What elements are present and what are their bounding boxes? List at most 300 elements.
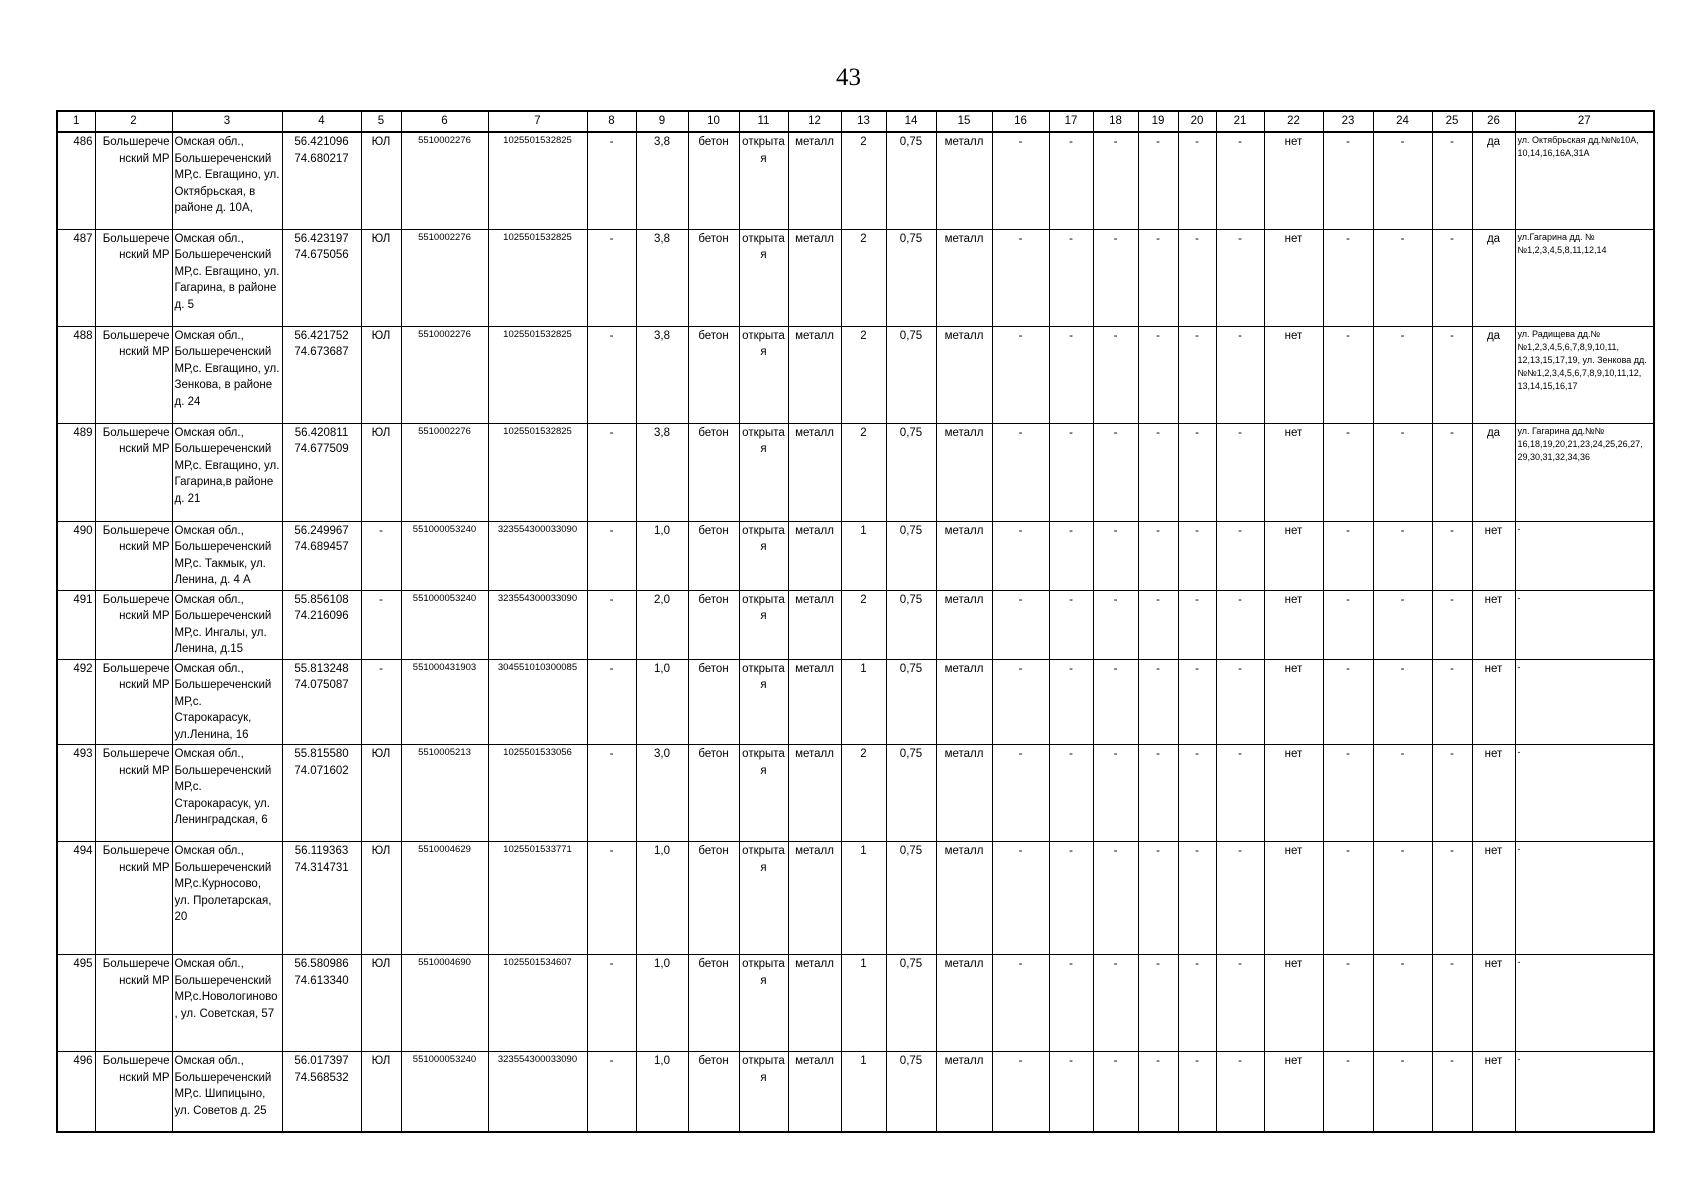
cell-type: открытая [739, 659, 788, 745]
cell-ogrn: 1025501532825 [488, 423, 587, 521]
cell-type: открытая [739, 132, 788, 229]
cell-fence: металл [788, 659, 841, 745]
cell-container-volume: 0,75 [886, 590, 936, 659]
cell-col-25: - [1432, 326, 1472, 423]
cell-owner-type: ЮЛ [361, 1052, 401, 1132]
cell-container-volume: 0,75 [886, 326, 936, 423]
cell-owner-type: ЮЛ [361, 842, 401, 955]
cell-col-16: - [992, 229, 1049, 326]
cell-surface: бетон [688, 659, 739, 745]
cell-col-23: - [1323, 590, 1373, 659]
cell-col-16: - [992, 745, 1049, 842]
cell-district: Большереченский МР [95, 659, 172, 745]
cell-col-18: - [1093, 423, 1138, 521]
cell-surface: бетон [688, 521, 739, 590]
column-header-12: 12 [788, 111, 841, 132]
cell-col-23: - [1323, 132, 1373, 229]
cell-col-26: нет [1472, 659, 1515, 745]
cell-col-17: - [1049, 955, 1093, 1052]
cell-col-19: - [1138, 132, 1178, 229]
cell-ogrn: 323554300033090 [488, 590, 587, 659]
cell-container-count: 1 [841, 955, 886, 1052]
cell-col-19: - [1138, 955, 1178, 1052]
cell-address: Омская обл., Большереченский МР,с. Евгащино, ул. Гагарина, в районе д. 5 [172, 229, 282, 326]
column-header-26: 26 [1472, 111, 1515, 132]
cell-district: Большереченский МР [95, 229, 172, 326]
cell-col-17: - [1049, 423, 1093, 521]
cell-col-18: - [1093, 745, 1138, 842]
cell-ogrn: 1025501532825 [488, 326, 587, 423]
cell-col-17: - [1049, 590, 1093, 659]
column-header-17: 17 [1049, 111, 1093, 132]
cell-container-count: 1 [841, 521, 886, 590]
cell-col-20: - [1178, 590, 1216, 659]
cell-col-26: да [1472, 326, 1515, 423]
cell-col-16: - [992, 659, 1049, 745]
cell-col-20: - [1178, 1052, 1216, 1132]
cell-row-number: 495 [57, 955, 95, 1052]
cell-col-24: - [1373, 132, 1432, 229]
cell-col-26: да [1472, 229, 1515, 326]
cell-district: Большереченский МР [95, 1052, 172, 1132]
cell-col-25: - [1432, 842, 1472, 955]
cell-col-26: да [1472, 132, 1515, 229]
cell-col-24: - [1373, 842, 1432, 955]
cell-col-8: - [587, 326, 636, 423]
cell-address: Омская обл., Большереченский МР,с. Шипицыно, ул. Советов д. 25 [172, 1052, 282, 1132]
cell-coordinates: 55.813248 74.075087 [282, 659, 361, 745]
cell-container-volume: 0,75 [886, 955, 936, 1052]
cell-served-addresses: - [1515, 955, 1654, 1052]
cell-col-26: нет [1472, 590, 1515, 659]
cell-col-8: - [587, 229, 636, 326]
cell-address: Омская обл., Большереченский МР,с. Такмык, ул. Ленина, д. 4 А [172, 521, 282, 590]
cell-inn: 551000431903 [401, 659, 488, 745]
cell-inn: 551000053240 [401, 521, 488, 590]
cell-volume: 1,0 [636, 1052, 688, 1132]
cell-col-19: - [1138, 590, 1178, 659]
cell-district: Большереченский МР [95, 955, 172, 1052]
cell-col-19: - [1138, 423, 1178, 521]
column-header-6: 6 [401, 111, 488, 132]
table-row [57, 1052, 1654, 1132]
cell-container-material: металл [936, 955, 992, 1052]
cell-fence: металл [788, 745, 841, 842]
cell-col-17: - [1049, 132, 1093, 229]
cell-served-addresses: ул. Гагарина дд.№№ 16,18,19,20,21,23,24,25,26,27, 29,30,31,32,34,36 [1515, 423, 1654, 521]
cell-district: Большереченский МР [95, 132, 172, 229]
cell-col-18: - [1093, 659, 1138, 745]
cell-container-count: 2 [841, 745, 886, 842]
cell-volume: 1,0 [636, 659, 688, 745]
cell-type: открытая [739, 423, 788, 521]
cell-row-number: 494 [57, 842, 95, 955]
cell-container-count: 1 [841, 659, 886, 745]
cell-volume: 3,8 [636, 132, 688, 229]
cell-col-23: - [1323, 423, 1373, 521]
cell-col-24: - [1373, 1052, 1432, 1132]
cell-col-22: нет [1264, 659, 1323, 745]
cell-container-volume: 0,75 [886, 132, 936, 229]
cell-col-8: - [587, 659, 636, 745]
cell-volume: 1,0 [636, 955, 688, 1052]
cell-col-21: - [1216, 745, 1264, 842]
column-header-16: 16 [992, 111, 1049, 132]
cell-served-addresses: - [1515, 590, 1654, 659]
cell-col-8: - [587, 590, 636, 659]
cell-fence: металл [788, 842, 841, 955]
cell-col-20: - [1178, 521, 1216, 590]
cell-fence: металл [788, 423, 841, 521]
cell-container-material: металл [936, 659, 992, 745]
cell-col-26: нет [1472, 955, 1515, 1052]
cell-col-8: - [587, 745, 636, 842]
cell-fence: металл [788, 1052, 841, 1132]
cell-col-24: - [1373, 745, 1432, 842]
cell-col-19: - [1138, 521, 1178, 590]
cell-row-number: 490 [57, 521, 95, 590]
cell-col-22: нет [1264, 423, 1323, 521]
cell-col-25: - [1432, 590, 1472, 659]
cell-type: открытая [739, 745, 788, 842]
cell-col-21: - [1216, 229, 1264, 326]
cell-row-number: 492 [57, 659, 95, 745]
cell-col-16: - [992, 521, 1049, 590]
cell-district: Большереченский МР [95, 590, 172, 659]
cell-volume: 3,0 [636, 745, 688, 842]
cell-col-23: - [1323, 521, 1373, 590]
cell-col-17: - [1049, 745, 1093, 842]
cell-district: Большереченский МР [95, 521, 172, 590]
cell-coordinates: 56.421096 74.680217 [282, 132, 361, 229]
cell-col-23: - [1323, 229, 1373, 326]
cell-col-23: - [1323, 955, 1373, 1052]
cell-col-22: нет [1264, 590, 1323, 659]
table-row [57, 229, 1654, 326]
cell-col-19: - [1138, 1052, 1178, 1132]
column-header-5: 5 [361, 111, 401, 132]
cell-served-addresses: ул.Гагарина дд. №№1,2,3,4,5,8,11,12,14 [1515, 229, 1654, 326]
table-row [57, 590, 1654, 659]
cell-col-8: - [587, 132, 636, 229]
cell-col-21: - [1216, 132, 1264, 229]
cell-col-23: - [1323, 326, 1373, 423]
cell-col-20: - [1178, 659, 1216, 745]
cell-type: открытая [739, 842, 788, 955]
cell-inn: 5510004690 [401, 955, 488, 1052]
cell-owner-type: ЮЛ [361, 955, 401, 1052]
column-header-22: 22 [1264, 111, 1323, 132]
cell-col-18: - [1093, 132, 1138, 229]
cell-col-20: - [1178, 326, 1216, 423]
column-header-14: 14 [886, 111, 936, 132]
cell-owner-type: ЮЛ [361, 423, 401, 521]
cell-coordinates: 56.420811 74.677509 [282, 423, 361, 521]
cell-inn: 5510002276 [401, 229, 488, 326]
cell-container-material: металл [936, 229, 992, 326]
cell-inn: 5510002276 [401, 423, 488, 521]
cell-address: Омская обл., Большереченский МР,с. Ингалы, ул. Ленина, д.15 [172, 590, 282, 659]
cell-volume: 3,8 [636, 229, 688, 326]
column-header-21: 21 [1216, 111, 1264, 132]
cell-container-count: 2 [841, 326, 886, 423]
cell-col-22: нет [1264, 745, 1323, 842]
column-header-15: 15 [936, 111, 992, 132]
cell-inn: 5510002276 [401, 132, 488, 229]
cell-col-26: нет [1472, 521, 1515, 590]
column-header-23: 23 [1323, 111, 1373, 132]
cell-col-16: - [992, 955, 1049, 1052]
column-header-4: 4 [282, 111, 361, 132]
cell-served-addresses: - [1515, 659, 1654, 745]
cell-served-addresses: - [1515, 1052, 1654, 1132]
cell-col-25: - [1432, 132, 1472, 229]
cell-col-18: - [1093, 955, 1138, 1052]
cell-container-volume: 0,75 [886, 659, 936, 745]
table-row [57, 521, 1654, 590]
cell-col-20: - [1178, 132, 1216, 229]
cell-ogrn: 1025501533771 [488, 842, 587, 955]
cell-container-volume: 0,75 [886, 229, 936, 326]
cell-col-19: - [1138, 229, 1178, 326]
column-header-19: 19 [1138, 111, 1178, 132]
cell-col-16: - [992, 1052, 1049, 1132]
cell-container-volume: 0,75 [886, 521, 936, 590]
cell-container-material: металл [936, 326, 992, 423]
cell-col-8: - [587, 423, 636, 521]
cell-address: Омская обл., Большереченский МР,с. Старокарасук, ул.Ленина, 16 [172, 659, 282, 745]
column-header-3: 3 [172, 111, 282, 132]
cell-col-19: - [1138, 842, 1178, 955]
cell-container-volume: 0,75 [886, 745, 936, 842]
cell-ogrn: 1025501532825 [488, 132, 587, 229]
cell-col-19: - [1138, 326, 1178, 423]
cell-col-22: нет [1264, 842, 1323, 955]
cell-col-24: - [1373, 955, 1432, 1052]
cell-col-25: - [1432, 745, 1472, 842]
cell-coordinates: 56.017397 74.568532 [282, 1052, 361, 1132]
cell-volume: 2,0 [636, 590, 688, 659]
cell-surface: бетон [688, 590, 739, 659]
cell-container-material: металл [936, 745, 992, 842]
cell-coordinates: 55.815580 74.071602 [282, 745, 361, 842]
cell-col-21: - [1216, 423, 1264, 521]
cell-col-26: да [1472, 423, 1515, 521]
cell-container-count: 1 [841, 842, 886, 955]
cell-type: открытая [739, 955, 788, 1052]
cell-container-material: металл [936, 1052, 992, 1132]
column-header-7: 7 [488, 111, 587, 132]
cell-address: Омская обл., Большереченский МР,с. Евгащино, ул. Зенкова, в районе д. 24 [172, 326, 282, 423]
cell-col-16: - [992, 842, 1049, 955]
cell-volume: 1,0 [636, 842, 688, 955]
column-header-24: 24 [1373, 111, 1432, 132]
cell-col-16: - [992, 326, 1049, 423]
cell-surface: бетон [688, 842, 739, 955]
cell-address: Омская обл., Большереченский МР,с. Старокарасук, ул. Ленинградская, 6 [172, 745, 282, 842]
cell-container-volume: 0,75 [886, 842, 936, 955]
cell-surface: бетон [688, 423, 739, 521]
cell-col-8: - [587, 1052, 636, 1132]
cell-fence: металл [788, 326, 841, 423]
cell-col-16: - [992, 423, 1049, 521]
cell-fence: металл [788, 229, 841, 326]
cell-col-16: - [992, 132, 1049, 229]
cell-inn: 5510004629 [401, 842, 488, 955]
column-header-25: 25 [1432, 111, 1472, 132]
cell-served-addresses: ул. Радищева дд.№№1,2,3,4,5,6,7,8,9,10,11, 12,13,15,17,19, ул. Зенкова дд. №№1,2,3,4,5,6,7,8,9,10,11,12, 13,14,15,16,17 [1515, 326, 1654, 423]
cell-owner-type: ЮЛ [361, 229, 401, 326]
cell-col-18: - [1093, 521, 1138, 590]
cell-served-addresses: ул. Октябрьская дд.№№10А, 10,14,16,16А,31А [1515, 132, 1654, 229]
cell-col-24: - [1373, 521, 1432, 590]
cell-col-22: нет [1264, 521, 1323, 590]
cell-ogrn: 1025501533056 [488, 745, 587, 842]
table-row [57, 955, 1654, 1052]
cell-col-24: - [1373, 659, 1432, 745]
cell-col-21: - [1216, 521, 1264, 590]
cell-row-number: 488 [57, 326, 95, 423]
cell-col-24: - [1373, 590, 1432, 659]
cell-owner-type: ЮЛ [361, 326, 401, 423]
cell-col-23: - [1323, 1052, 1373, 1132]
cell-ogrn: 323554300033090 [488, 521, 587, 590]
cell-col-25: - [1432, 229, 1472, 326]
cell-col-26: нет [1472, 745, 1515, 842]
cell-col-25: - [1432, 423, 1472, 521]
cell-col-18: - [1093, 326, 1138, 423]
cell-col-21: - [1216, 659, 1264, 745]
cell-volume: 3,8 [636, 423, 688, 521]
cell-address: Омская обл., Большереченский МР,с. Евгащино, ул. Гагарина,в районе д. 21 [172, 423, 282, 521]
cell-container-material: металл [936, 132, 992, 229]
cell-district: Большереченский МР [95, 423, 172, 521]
cell-col-20: - [1178, 955, 1216, 1052]
cell-col-21: - [1216, 842, 1264, 955]
cell-fence: металл [788, 521, 841, 590]
cell-container-volume: 0,75 [886, 1052, 936, 1132]
cell-row-number: 491 [57, 590, 95, 659]
cell-fence: металл [788, 132, 841, 229]
cell-surface: бетон [688, 1052, 739, 1132]
cell-surface: бетон [688, 955, 739, 1052]
cell-col-8: - [587, 521, 636, 590]
cell-district: Большереченский МР [95, 842, 172, 955]
cell-col-23: - [1323, 842, 1373, 955]
cell-type: открытая [739, 521, 788, 590]
cell-col-17: - [1049, 842, 1093, 955]
cell-col-8: - [587, 842, 636, 955]
cell-col-25: - [1432, 955, 1472, 1052]
column-header-9: 9 [636, 111, 688, 132]
cell-col-22: нет [1264, 326, 1323, 423]
cell-volume: 3,8 [636, 326, 688, 423]
cell-col-18: - [1093, 590, 1138, 659]
cell-address: Омская обл., Большереченский МР,с.Курносово, ул. Пролетарская, 20 [172, 842, 282, 955]
cell-col-25: - [1432, 521, 1472, 590]
cell-col-19: - [1138, 659, 1178, 745]
cell-row-number: 493 [57, 745, 95, 842]
cell-container-count: 2 [841, 423, 886, 521]
cell-col-16: - [992, 590, 1049, 659]
cell-container-count: 2 [841, 590, 886, 659]
cell-owner-type: - [361, 590, 401, 659]
cell-ogrn: 323554300033090 [488, 1052, 587, 1132]
column-header-11: 11 [739, 111, 788, 132]
cell-coordinates: 56.421752 74.673687 [282, 326, 361, 423]
cell-fence: металл [788, 955, 841, 1052]
cell-coordinates: 56.423197 74.675056 [282, 229, 361, 326]
cell-ogrn: 1025501532825 [488, 229, 587, 326]
cell-col-8: - [587, 955, 636, 1052]
cell-col-17: - [1049, 229, 1093, 326]
column-header-1: 1 [57, 111, 95, 132]
page-number: 43 [836, 64, 861, 91]
cell-type: открытая [739, 326, 788, 423]
cell-inn: 5510005213 [401, 745, 488, 842]
cell-container-material: металл [936, 423, 992, 521]
cell-col-22: нет [1264, 132, 1323, 229]
cell-col-21: - [1216, 1052, 1264, 1132]
cell-col-24: - [1373, 326, 1432, 423]
cell-coordinates: 55.856108 74.216096 [282, 590, 361, 659]
cell-container-material: металл [936, 590, 992, 659]
cell-col-25: - [1432, 659, 1472, 745]
cell-owner-type: ЮЛ [361, 745, 401, 842]
table-row [57, 659, 1654, 745]
cell-coordinates: 56.249967 74.689457 [282, 521, 361, 590]
cell-col-20: - [1178, 423, 1216, 521]
cell-col-18: - [1093, 229, 1138, 326]
cell-surface: бетон [688, 229, 739, 326]
cell-container-material: металл [936, 521, 992, 590]
cell-coordinates: 56.119363 74.314731 [282, 842, 361, 955]
cell-row-number: 487 [57, 229, 95, 326]
cell-container-count: 2 [841, 132, 886, 229]
cell-inn: 5510002276 [401, 326, 488, 423]
table-row [57, 132, 1654, 229]
table-row [57, 745, 1654, 842]
cell-volume: 1,0 [636, 521, 688, 590]
cell-district: Большереченский МР [95, 326, 172, 423]
cell-surface: бетон [688, 132, 739, 229]
cell-served-addresses: - [1515, 521, 1654, 590]
table-row [57, 326, 1654, 423]
column-header-20: 20 [1178, 111, 1216, 132]
cell-col-24: - [1373, 229, 1432, 326]
column-header-2: 2 [95, 111, 172, 132]
cell-col-20: - [1178, 229, 1216, 326]
cell-col-19: - [1138, 745, 1178, 842]
cell-owner-type: ЮЛ [361, 132, 401, 229]
cell-col-23: - [1323, 659, 1373, 745]
cell-col-20: - [1178, 745, 1216, 842]
cell-col-17: - [1049, 1052, 1093, 1132]
column-header-27: 27 [1515, 111, 1654, 132]
column-header-8: 8 [587, 111, 636, 132]
table-row [57, 423, 1654, 521]
cell-col-21: - [1216, 326, 1264, 423]
cell-served-addresses: - [1515, 842, 1654, 955]
cell-address: Омская обл., Большереченский МР,с. Евгащино, ул. Октябрьская, в районе д. 10А, [172, 132, 282, 229]
cell-col-22: нет [1264, 1052, 1323, 1132]
cell-type: открытая [739, 590, 788, 659]
cell-container-count: 1 [841, 1052, 886, 1132]
cell-col-17: - [1049, 521, 1093, 590]
registry-table [56, 110, 1655, 1133]
cell-type: открытая [739, 229, 788, 326]
cell-col-23: - [1323, 745, 1373, 842]
